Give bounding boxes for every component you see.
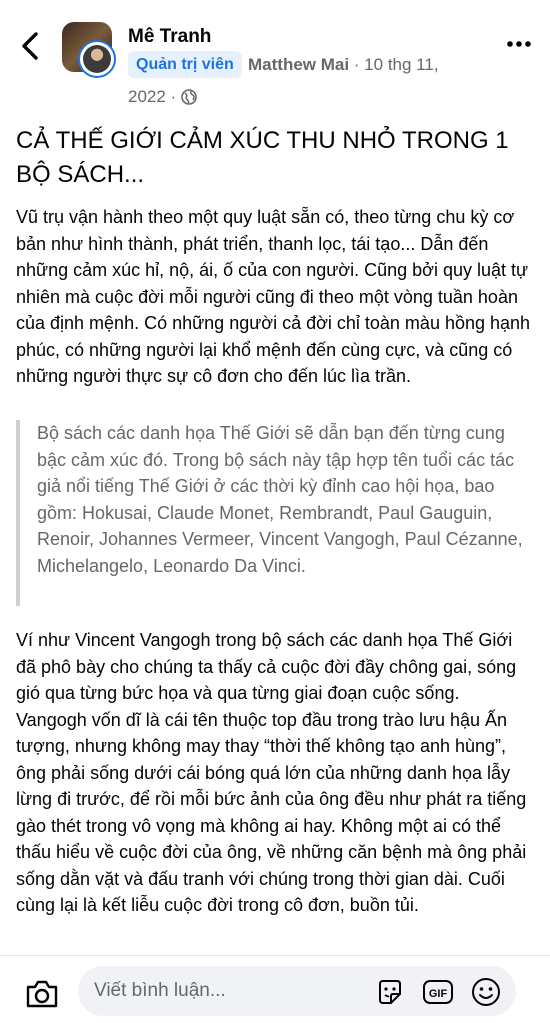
post-title: CẢ THẾ GIỚI CẢM XÚC THU NHỎ TRONG 1 BỘ SÁCH... (16, 127, 509, 188)
group-avatar[interactable] (62, 22, 118, 78)
comment-placeholder: Viết bình luận... (94, 980, 226, 1001)
post-header (0, 0, 550, 115)
post-meta-line2 (128, 87, 197, 107)
post-date[interactable]: · 10 thg 11, (353, 55, 439, 74)
more-options-icon[interactable] (506, 34, 532, 54)
post-paragraph-1: Vũ trụ vận hành theo một quy luật sẵn có, theo từng chu kỳ cơ bản như hình thành, phát triển, thanh lọc, tái tạo... Dẫn đến những cảm xúc hỉ, nộ, ái, ố của con người. Cũng bởi quy luật tự nhiên mà cuộc đời mỗi người cũng đi theo một vòng tuần hoàn của định mệnh. Có những người cả đời chỉ toàn màu hồng hạnh phúc, có những người lại khổ mệnh đến cùng cực, và cũng có những người thực sự cô đơn cho đến lúc lìa trần. (16, 207, 531, 386)
sticker-icon[interactable] (374, 976, 406, 1008)
back-arrow-icon[interactable] (18, 30, 44, 62)
gif-icon[interactable] (422, 976, 454, 1008)
post-quote (16, 420, 535, 606)
comment-input[interactable] (78, 966, 516, 1016)
quote-text: Bộ sách các danh họa Thế Giới sẽ dẫn bạn đến từng cung bậc cảm xúc đó. Trong bộ sách này tập hợp tên tuổi các tác giả nổi tiếng Thế Giới ở các thời kỳ đỉnh cao hội họa, bao gồm: Hokusai, Claude Monet, Rembrandt, Paul Gauguin, Renoir, Johannes Vermeer, Vincent Vangogh, Paul Cézanne, Michelangelo, Leonardo Da Vinci. (37, 423, 523, 576)
globe-icon (181, 89, 197, 105)
group-name[interactable]: Mê Tranh (128, 26, 212, 47)
camera-icon[interactable] (24, 978, 60, 1010)
author-name[interactable]: Matthew Mai (248, 55, 350, 74)
admin-badge: Quản trị viên (128, 51, 242, 78)
emoji-icon[interactable] (470, 976, 502, 1008)
author-avatar[interactable] (78, 40, 116, 78)
post-paragraph-2: Ví như Vincent Vangogh trong bộ sách các danh họa Thế Giới đã phô bày cho chúng ta thấy cả cuộc đời đầy chông gai, sóng gió qua từng bức họa và qua từng giai đoạn cuộc sống. Vangogh vốn dĩ là cái tên thuộc top đầu trong trào lưu hậu Ấn tượng, nhưng không may thay “thời thế không tạo anh hùng”, ông phải sống dưới cái bóng quá lớn của những danh họa lẫy lừng đi trước, để rồi mỗi bức ảnh của ông đều như phát ra tiếng gào thét trong vô vọng mà không ai hay. Không một ai có thể thấu hiểu về cuộc đời của ông, về những căn bệnh mà ông phải sống dằn vặt và đấu tranh với chúng trong thời gian dài. Cuối cùng lại là kết liễu cuộc đời trong cô đơn, buồn tủi. (16, 630, 527, 915)
comment-composer (0, 955, 550, 1023)
svg-text:GIF: GIF (428, 988, 448, 1000)
post-meta (248, 55, 439, 75)
post-year[interactable]: 2022 · (128, 87, 177, 106)
